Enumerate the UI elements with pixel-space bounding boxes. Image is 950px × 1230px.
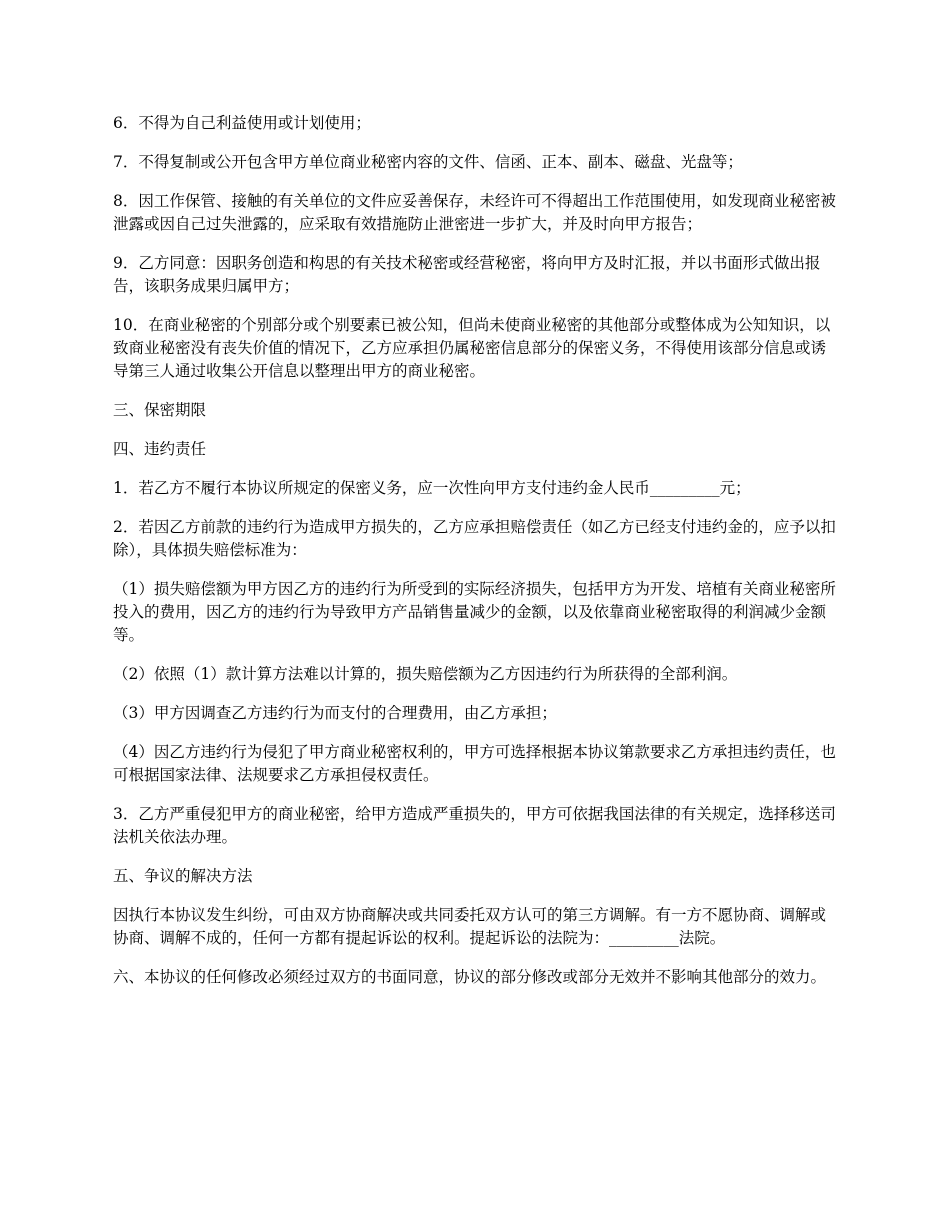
compensation-item-2: （2）依照（1）款计算方法难以计算的，损失赔偿额为乙方因违约行为所获得的全部利润。 <box>113 665 738 683</box>
dispute-resolution-text: 因执行本协议发生纠纷，可由双方协商解决或共同委托双方认可的第三方调解。有一方不愿协商、调解或协商、调解不成的，任何一方都有提起诉讼的权利。提起诉讼的法院为：_________法院。 <box>113 906 827 947</box>
liability-clause-2: 2．若因乙方前款的违约行为造成甲方损失的，乙方应承担赔偿责任（如乙方已经支付违约金的，应予以扣除），具体损失赔偿标准为： <box>113 518 836 559</box>
clause-8: 8．因工作保管、接触的有关单位的文件应妥善保存，未经许可不得超出工作范围使用，如发现商业秘密被泄露或因自己过失泄露的，应采取有效措施防止泄密进一步扩大，并及时向甲方报告； <box>113 192 836 233</box>
compensation-item-3: （3）甲方因调查乙方违约行为而支付的合理费用，由乙方承担； <box>113 704 557 722</box>
clause-10: 10．在商业秘密的个别部分或个别要素已被公知，但尚未使商业秘密的其他部分或整体成为公知知识，以致商业秘密没有丧失价值的情况下，乙方应承担仍属秘密信息部分的保密义务，不得使用该部分信息或诱导第三人通过收集公开信息以整理出甲方的商业秘密。 <box>113 316 831 380</box>
section-amendments: 六、本协议的任何修改必须经过双方的书面同意，协议的部分修改或部分无效并不影响其他部分的效力。 <box>113 968 827 986</box>
section-heading-dispute-resolution: 五、争议的解决方法 <box>113 867 253 885</box>
section-heading-liability: 四、违约责任 <box>113 440 207 458</box>
liability-clause-1: 1．若乙方不履行本协议所规定的保密义务，应一次性向甲方支付违约金人民币_________元； <box>113 479 751 497</box>
clause-7: 7．不得复制或公开包含甲方单位商业秘密内容的文件、信函、正本、副本、磁盘、光盘等； <box>113 153 743 171</box>
clause-9: 9．乙方同意：因职务创造和构思的有关技术秘密或经营秘密，将向甲方及时汇报，并以书面形式做出报告，该职务成果归属甲方； <box>113 254 821 295</box>
section-heading-confidentiality-period: 三、保密期限 <box>113 401 207 419</box>
document-body <box>113 112 841 1005</box>
liability-clause-3: 3．乙方严重侵犯甲方的商业秘密，给甲方造成严重损失的，甲方可依据我国法律的有关规定，选择移送司法机关依法办理。 <box>113 805 836 846</box>
compensation-item-4: （4）因乙方违约行为侵犯了甲方商业秘密权利的，甲方可选择根据本协议第款要求乙方承担违约责任，也可根据国家法律、法规要求乙方承担侵权责任。 <box>113 743 836 784</box>
compensation-item-1: （1）损失赔偿额为甲方因乙方的违约行为所受到的实际经济损失，包括甲方为开发、培植有关商业秘密所投入的费用，因乙方的违约行为导致甲方产品销售量减少的金额，以及依靠商业秘密取得的利润减少金额等。 <box>113 580 836 644</box>
clause-6: 6．不得为自己利益使用或计划使用； <box>113 114 371 132</box>
